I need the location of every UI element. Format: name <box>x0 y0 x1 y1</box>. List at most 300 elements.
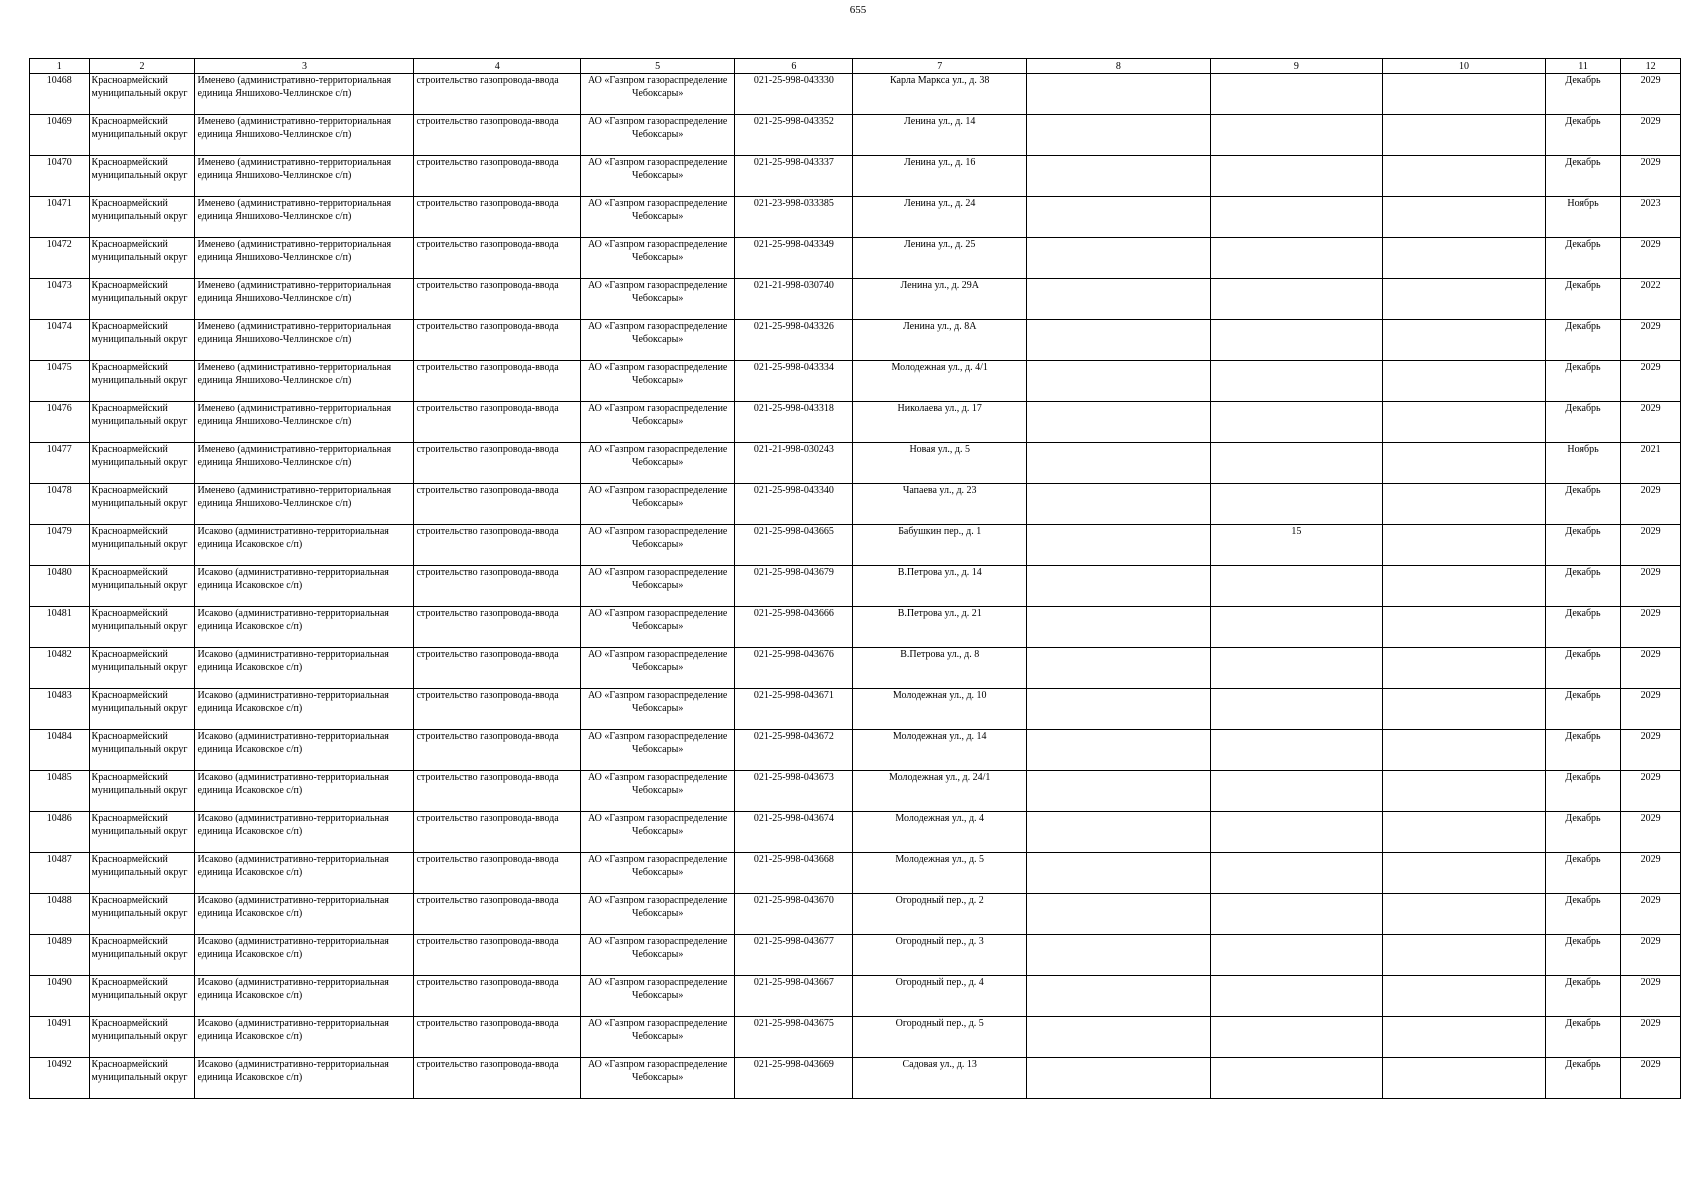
object-code-cell-text: 021-25-998-043665 <box>753 526 834 537</box>
month-cell <box>1545 853 1621 894</box>
column-8-cell-text <box>1029 197 1208 237</box>
organization-cell <box>580 484 734 525</box>
column-10-cell <box>1383 771 1545 812</box>
district-cell-text: Красноармейский муниципальный округ <box>91 1018 188 1042</box>
table-row <box>30 1058 1681 1099</box>
column-10-cell-text <box>1385 443 1542 483</box>
organization-cell <box>580 976 734 1017</box>
settlement-cell-text: Именево (административно-территориальная единица Яншихово-Челлинское с/п) <box>197 75 392 99</box>
address-cell-text: Молодежная ул., д. 5 <box>895 854 985 865</box>
object-code-cell <box>735 443 853 484</box>
row-number-text: 10470 <box>46 157 72 168</box>
district-cell-text: Красноармейский муниципальный округ <box>91 649 188 673</box>
column-8-cell <box>1026 1058 1210 1099</box>
year-cell-text: 2021 <box>1640 444 1661 455</box>
year-cell <box>1621 525 1681 566</box>
organization-cell-text: АО «Газпром газораспределение Чебоксары» <box>587 239 728 263</box>
table-row <box>30 74 1681 115</box>
column-10-cell <box>1383 443 1545 484</box>
column-9-cell <box>1210 894 1383 935</box>
column-9-cell-text <box>1213 1017 1381 1057</box>
month-cell-text: Декабрь <box>1565 116 1601 127</box>
column-8-cell-text <box>1029 484 1208 524</box>
work-type-cell <box>414 443 581 484</box>
district-cell <box>89 115 195 156</box>
organization-cell <box>580 402 734 443</box>
column-9-cell-text <box>1213 976 1381 1016</box>
month-cell-text: Ноябрь <box>1567 198 1599 209</box>
organization-cell <box>580 1017 734 1058</box>
column-9-cell-text: 15 <box>1291 526 1302 537</box>
settlement-cell <box>195 1058 414 1099</box>
object-code-cell-text: 021-25-998-043337 <box>753 157 834 168</box>
object-code-cell <box>735 976 853 1017</box>
address-cell-text: Молодежная ул., д. 10 <box>892 690 987 701</box>
month-cell-text: Декабрь <box>1565 608 1601 619</box>
organization-cell-text: АО «Газпром газораспределение Чебоксары» <box>587 280 728 304</box>
address-cell <box>853 279 1027 320</box>
organization-cell <box>580 1058 734 1099</box>
address-cell-text: Ленина ул., д. 16 <box>904 157 976 168</box>
table-row <box>30 730 1681 771</box>
work-type-cell-text: строительство газопровода-ввода <box>416 75 559 86</box>
organization-cell-text: АО «Газпром газораспределение Чебоксары» <box>587 116 728 140</box>
column-9-cell-text <box>1213 484 1381 524</box>
object-code-cell <box>735 689 853 730</box>
work-type-cell <box>414 115 581 156</box>
address-cell <box>853 443 1027 484</box>
column-10-cell <box>1383 689 1545 730</box>
settlement-cell-text: Именево (административно-территориальная единица Яншихово-Челлинское с/п) <box>197 157 392 181</box>
column-header: 6 <box>735 59 853 74</box>
object-code-cell-text: 021-25-998-043326 <box>753 321 834 332</box>
address-cell-text: Николаева ул., д. 17 <box>897 403 982 414</box>
column-9-cell <box>1210 361 1383 402</box>
column-8-cell <box>1026 607 1210 648</box>
column-header: 5 <box>580 59 734 74</box>
column-9-cell <box>1210 525 1383 566</box>
month-cell <box>1545 730 1621 771</box>
object-code-cell-text: 021-23-998-033385 <box>753 198 834 209</box>
column-9-cell <box>1210 320 1383 361</box>
column-10-cell <box>1383 525 1545 566</box>
district-cell <box>89 361 195 402</box>
object-code-cell-text: 021-25-998-043352 <box>753 116 834 127</box>
column-10-cell-text <box>1385 853 1542 893</box>
address-cell <box>853 525 1027 566</box>
object-code-cell-text: 021-25-998-043318 <box>753 403 834 414</box>
column-header: 11 <box>1545 59 1621 74</box>
column-10-cell <box>1383 853 1545 894</box>
column-9-cell <box>1210 115 1383 156</box>
work-type-cell <box>414 1058 581 1099</box>
table-row <box>30 648 1681 689</box>
column-9-cell <box>1210 566 1383 607</box>
district-cell-text: Красноармейский муниципальный округ <box>91 567 188 591</box>
district-cell <box>89 771 195 812</box>
object-code-cell <box>735 484 853 525</box>
district-cell <box>89 1058 195 1099</box>
settlement-cell <box>195 771 414 812</box>
year-cell-text: 2029 <box>1640 403 1661 414</box>
column-9-cell <box>1210 279 1383 320</box>
district-cell-text: Красноармейский муниципальный округ <box>91 813 188 837</box>
month-cell <box>1545 812 1621 853</box>
column-8-cell-text <box>1029 648 1208 688</box>
settlement-cell-text: Исаково (административно-территориальная единица Исаковское с/п) <box>197 1059 389 1083</box>
table-row <box>30 1017 1681 1058</box>
year-cell-text: 2029 <box>1640 895 1661 906</box>
work-type-cell-text: строительство газопровода-ввода <box>416 1018 559 1029</box>
table-row <box>30 935 1681 976</box>
district-cell <box>89 525 195 566</box>
row-number <box>30 853 90 894</box>
district-cell-text: Красноармейский муниципальный округ <box>91 485 188 509</box>
district-cell <box>89 935 195 976</box>
table-row <box>30 156 1681 197</box>
settlement-cell <box>195 689 414 730</box>
organization-cell-text: АО «Газпром газораспределение Чебоксары» <box>587 772 728 796</box>
column-10-cell <box>1383 935 1545 976</box>
work-type-cell <box>414 484 581 525</box>
organization-cell <box>580 156 734 197</box>
work-type-cell-text: строительство газопровода-ввода <box>416 1059 559 1070</box>
district-cell <box>89 279 195 320</box>
district-cell-text: Красноармейский муниципальный округ <box>91 444 188 468</box>
table-row <box>30 894 1681 935</box>
row-number-text: 10490 <box>46 977 72 988</box>
column-9-cell <box>1210 1017 1383 1058</box>
object-code-cell-text: 021-25-998-043675 <box>753 1018 834 1029</box>
column-8-cell-text <box>1029 689 1208 729</box>
table-row <box>30 484 1681 525</box>
table-row <box>30 771 1681 812</box>
work-type-cell <box>414 238 581 279</box>
organization-cell-text: АО «Газпром газораспределение Чебоксары» <box>587 1018 728 1042</box>
year-cell-text: 2029 <box>1640 239 1661 250</box>
month-cell <box>1545 156 1621 197</box>
column-10-cell <box>1383 156 1545 197</box>
column-10-cell-text <box>1385 484 1542 524</box>
address-cell <box>853 1017 1027 1058</box>
organization-cell <box>580 279 734 320</box>
district-cell <box>89 894 195 935</box>
year-cell <box>1621 853 1681 894</box>
year-cell <box>1621 894 1681 935</box>
organization-cell <box>580 771 734 812</box>
work-type-cell <box>414 279 581 320</box>
row-number <box>30 976 90 1017</box>
organization-cell-text: АО «Газпром газораспределение Чебоксары» <box>587 895 728 919</box>
year-cell <box>1621 443 1681 484</box>
district-cell <box>89 156 195 197</box>
column-8-cell <box>1026 402 1210 443</box>
work-type-cell <box>414 566 581 607</box>
table-row <box>30 238 1681 279</box>
column-8-cell-text <box>1029 320 1208 360</box>
column-10-cell-text <box>1385 197 1542 237</box>
month-cell <box>1545 484 1621 525</box>
year-cell <box>1621 484 1681 525</box>
district-cell <box>89 812 195 853</box>
work-type-cell <box>414 74 581 115</box>
year-cell-text: 2029 <box>1640 813 1661 824</box>
district-cell-text: Красноармейский муниципальный округ <box>91 321 188 345</box>
district-cell <box>89 197 195 238</box>
organization-cell <box>580 894 734 935</box>
object-code-cell-text: 021-21-998-030243 <box>753 444 834 455</box>
work-type-cell <box>414 894 581 935</box>
column-header: 7 <box>853 59 1027 74</box>
column-9-cell-text <box>1213 894 1381 934</box>
table-row <box>30 976 1681 1017</box>
district-cell-text: Красноармейский муниципальный округ <box>91 526 188 550</box>
table-row <box>30 402 1681 443</box>
work-type-cell <box>414 607 581 648</box>
organization-cell-text: АО «Газпром газораспределение Чебоксары» <box>587 690 728 714</box>
month-cell <box>1545 689 1621 730</box>
column-10-cell-text <box>1385 115 1542 155</box>
column-9-cell-text <box>1213 566 1381 606</box>
settlement-cell-text: Исаково (административно-территориальная единица Исаковское с/п) <box>197 526 389 550</box>
column-9-cell <box>1210 648 1383 689</box>
address-cell <box>853 607 1027 648</box>
column-8-cell <box>1026 894 1210 935</box>
work-type-cell-text: строительство газопровода-ввода <box>416 608 559 619</box>
column-10-cell-text <box>1385 894 1542 934</box>
work-type-cell <box>414 648 581 689</box>
column-10-cell <box>1383 1058 1545 1099</box>
row-number-text: 10471 <box>46 198 72 209</box>
row-number <box>30 566 90 607</box>
row-number <box>30 894 90 935</box>
year-cell-text: 2029 <box>1640 1059 1661 1070</box>
object-code-cell-text: 021-25-998-043672 <box>753 731 834 742</box>
column-10-cell-text <box>1385 976 1542 1016</box>
year-cell <box>1621 156 1681 197</box>
column-8-cell <box>1026 1017 1210 1058</box>
table-row <box>30 115 1681 156</box>
month-cell-text: Декабрь <box>1565 690 1601 701</box>
column-9-cell <box>1210 156 1383 197</box>
address-cell <box>853 402 1027 443</box>
column-9-cell-text <box>1213 607 1381 647</box>
row-number <box>30 320 90 361</box>
address-cell-text: Огородный пер., д. 2 <box>895 895 984 906</box>
column-8-cell <box>1026 730 1210 771</box>
address-cell-text: Ленина ул., д. 25 <box>904 239 976 250</box>
work-type-cell-text: строительство газопровода-ввода <box>416 649 559 660</box>
column-10-cell <box>1383 648 1545 689</box>
work-type-cell-text: строительство газопровода-ввода <box>416 895 559 906</box>
work-type-cell-text: строительство газопровода-ввода <box>416 198 559 209</box>
month-cell-text: Декабрь <box>1565 526 1601 537</box>
column-9-cell-text <box>1213 443 1381 483</box>
year-cell-text: 2029 <box>1640 1018 1661 1029</box>
settlement-cell <box>195 894 414 935</box>
row-number <box>30 730 90 771</box>
year-cell-text: 2029 <box>1640 116 1661 127</box>
column-9-cell-text <box>1213 402 1381 442</box>
column-10-cell <box>1383 279 1545 320</box>
object-code-cell-text: 021-25-998-043666 <box>753 608 834 619</box>
row-number-text: 10480 <box>46 567 72 578</box>
year-cell <box>1621 238 1681 279</box>
organization-cell-text: АО «Газпром газораспределение Чебоксары» <box>587 731 728 755</box>
organization-cell <box>580 320 734 361</box>
column-10-cell <box>1383 566 1545 607</box>
object-code-cell <box>735 197 853 238</box>
organization-cell <box>580 853 734 894</box>
column-10-cell <box>1383 730 1545 771</box>
organization-cell-text: АО «Газпром газораспределение Чебоксары» <box>587 608 728 632</box>
year-cell-text: 2029 <box>1640 75 1661 86</box>
column-8-cell-text <box>1029 566 1208 606</box>
column-8-cell-text <box>1029 853 1208 893</box>
column-10-cell <box>1383 361 1545 402</box>
column-header: 3 <box>195 59 414 74</box>
work-type-cell <box>414 1017 581 1058</box>
work-type-cell-text: строительство газопровода-ввода <box>416 936 559 947</box>
object-code-cell-text: 021-25-998-043349 <box>753 239 834 250</box>
row-number <box>30 361 90 402</box>
column-8-cell <box>1026 443 1210 484</box>
year-cell <box>1621 935 1681 976</box>
month-cell-text: Декабрь <box>1565 280 1601 291</box>
page-number: 655 <box>849 4 867 16</box>
month-cell-text: Декабрь <box>1565 1059 1601 1070</box>
month-cell-text: Декабрь <box>1565 239 1601 250</box>
settlement-cell-text: Именево (административно-территориальная единица Яншихово-Челлинское с/п) <box>197 116 392 140</box>
work-type-cell-text: строительство газопровода-ввода <box>416 813 559 824</box>
district-cell-text: Красноармейский муниципальный округ <box>91 362 188 386</box>
month-cell <box>1545 566 1621 607</box>
object-code-cell <box>735 1017 853 1058</box>
month-cell-text: Декабрь <box>1565 895 1601 906</box>
address-cell <box>853 689 1027 730</box>
row-number-text: 10492 <box>46 1059 72 1070</box>
organization-cell-text: АО «Газпром газораспределение Чебоксары» <box>587 977 728 1001</box>
month-cell <box>1545 402 1621 443</box>
object-code-cell-text: 021-25-998-043667 <box>753 977 834 988</box>
column-10-cell-text <box>1385 1058 1542 1098</box>
district-cell-text: Красноармейский муниципальный округ <box>91 608 188 632</box>
column-10-cell-text <box>1385 238 1542 278</box>
settlement-cell-text: Именево (административно-территориальная единица Яншихово-Челлинское с/п) <box>197 444 392 468</box>
address-cell <box>853 1058 1027 1099</box>
month-cell <box>1545 443 1621 484</box>
row-number <box>30 935 90 976</box>
year-cell <box>1621 689 1681 730</box>
column-9-cell-text <box>1213 812 1381 852</box>
row-number <box>30 74 90 115</box>
year-cell <box>1621 976 1681 1017</box>
work-type-cell <box>414 361 581 402</box>
settlement-cell-text: Исаково (административно-территориальная единица Исаковское с/п) <box>197 854 389 878</box>
year-cell <box>1621 607 1681 648</box>
column-8-cell-text <box>1029 361 1208 401</box>
column-10-cell <box>1383 484 1545 525</box>
settlement-cell <box>195 279 414 320</box>
work-type-cell <box>414 197 581 238</box>
object-code-cell <box>735 566 853 607</box>
column-8-cell-text <box>1029 115 1208 155</box>
district-cell-text: Красноармейский муниципальный округ <box>91 1059 188 1083</box>
column-9-cell-text <box>1213 771 1381 811</box>
object-code-cell-text: 021-25-998-043676 <box>753 649 834 660</box>
month-cell-text: Ноябрь <box>1567 444 1599 455</box>
address-cell-text: Ленина ул., д. 29А <box>900 280 979 291</box>
column-9-cell <box>1210 689 1383 730</box>
column-8-cell-text <box>1029 238 1208 278</box>
table-row <box>30 320 1681 361</box>
settlement-cell-text: Исаково (административно-территориальная единица Исаковское с/п) <box>197 1018 389 1042</box>
row-number-text: 10487 <box>46 854 72 865</box>
settlement-cell <box>195 1017 414 1058</box>
column-8-cell <box>1026 689 1210 730</box>
row-number <box>30 156 90 197</box>
column-9-cell-text <box>1213 115 1381 155</box>
work-type-cell-text: строительство газопровода-ввода <box>416 526 559 537</box>
year-cell <box>1621 771 1681 812</box>
settlement-cell-text: Исаково (административно-территориальная единица Исаковское с/п) <box>197 690 389 714</box>
district-cell <box>89 443 195 484</box>
settlement-cell <box>195 648 414 689</box>
row-number <box>30 689 90 730</box>
month-cell <box>1545 1058 1621 1099</box>
month-cell <box>1545 648 1621 689</box>
organization-cell-text: АО «Газпром газораспределение Чебоксары» <box>587 157 728 181</box>
organization-cell-text: АО «Газпром газораспределение Чебоксары» <box>587 567 728 591</box>
work-type-cell <box>414 812 581 853</box>
column-8-cell-text <box>1029 402 1208 442</box>
year-cell-text: 2022 <box>1640 280 1661 291</box>
organization-cell <box>580 361 734 402</box>
object-code-cell-text: 021-25-998-043677 <box>753 936 834 947</box>
row-number-text: 10481 <box>46 608 72 619</box>
row-number-text: 10478 <box>46 485 72 496</box>
object-code-cell-text: 021-25-998-043340 <box>753 485 834 496</box>
column-8-cell-text <box>1029 156 1208 196</box>
address-cell <box>853 197 1027 238</box>
organization-cell <box>580 525 734 566</box>
year-cell-text: 2029 <box>1640 157 1661 168</box>
year-cell-text: 2029 <box>1640 854 1661 865</box>
column-9-cell <box>1210 74 1383 115</box>
address-cell-text: Карла Маркса ул., д. 38 <box>890 75 990 86</box>
column-8-cell <box>1026 115 1210 156</box>
organization-cell-text: АО «Газпром газораспределение Чебоксары» <box>587 485 728 509</box>
column-9-cell-text <box>1213 689 1381 729</box>
district-cell <box>89 402 195 443</box>
month-cell <box>1545 1017 1621 1058</box>
month-cell <box>1545 238 1621 279</box>
row-number-text: 10485 <box>46 772 72 783</box>
address-cell <box>853 115 1027 156</box>
column-10-cell <box>1383 74 1545 115</box>
work-type-cell-text: строительство газопровода-ввода <box>416 116 559 127</box>
month-cell-text: Декабрь <box>1565 731 1601 742</box>
settlement-cell-text: Исаково (административно-территориальная единица Исаковское с/п) <box>197 936 389 960</box>
settlement-cell-text: Исаково (административно-территориальная единица Исаковское с/п) <box>197 895 389 919</box>
settlement-cell-text: Исаково (административно-территориальная единица Исаковское с/п) <box>197 813 389 837</box>
district-cell <box>89 1017 195 1058</box>
column-header: 1 <box>30 59 90 74</box>
row-number-text: 10486 <box>46 813 72 824</box>
settlement-cell <box>195 853 414 894</box>
district-cell-text: Красноармейский муниципальный округ <box>91 690 188 714</box>
column-10-cell-text <box>1385 566 1542 606</box>
